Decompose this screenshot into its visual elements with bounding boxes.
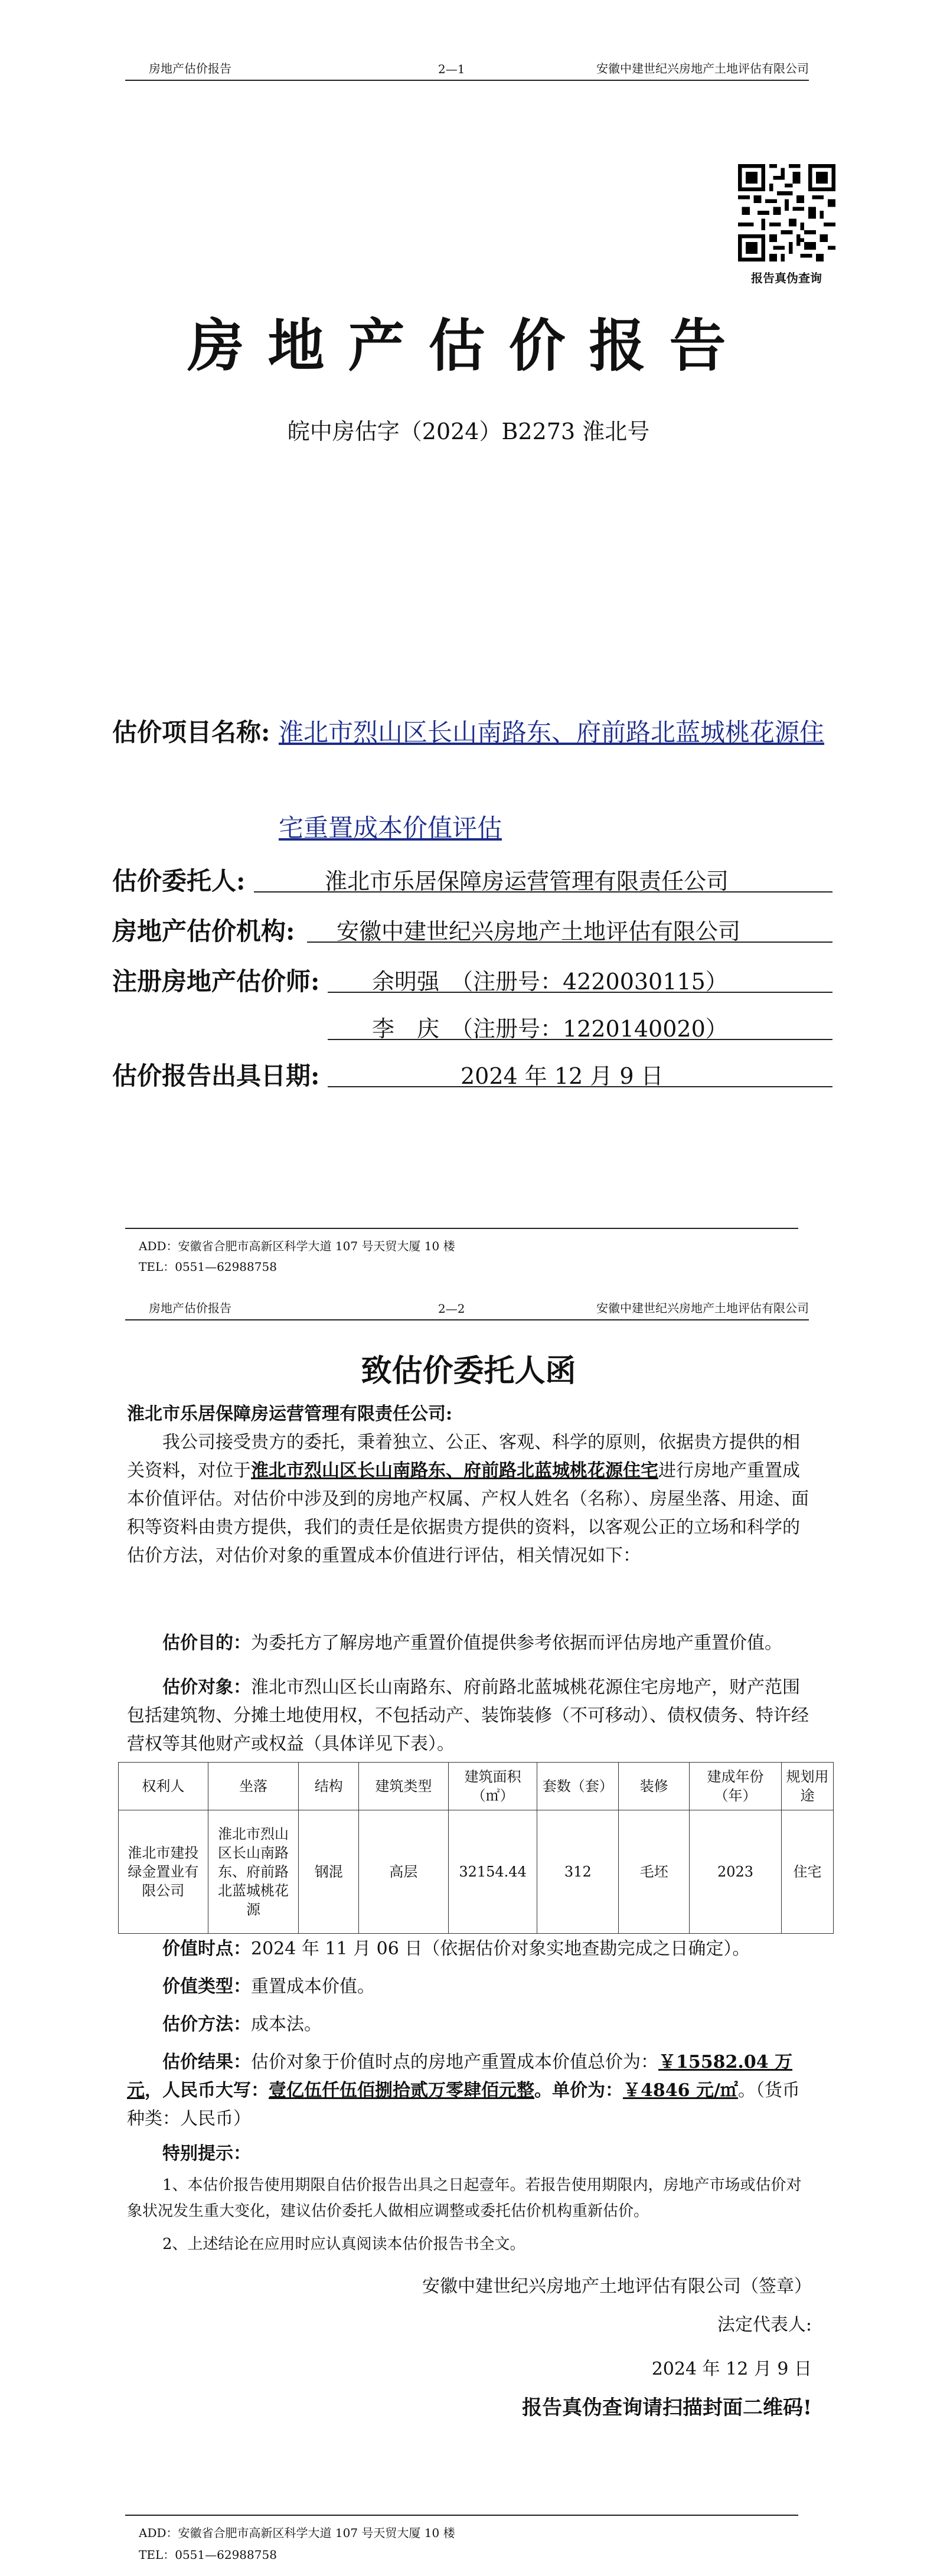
result-d: 。（货币种类：人民币） — [127, 2080, 800, 2129]
intro-address: 淮北市烈山区长山南路东、府前路北蓝城桃花源住宅 — [251, 1460, 658, 1481]
footer-address: ADD：安徽省合肥市高新区科学大道 107 号天贸大厦 10 楼 — [139, 2526, 455, 2540]
appraiser-1: 余明强 （注册号：4220030115） — [372, 969, 728, 995]
purpose-label: 估价目的： — [162, 1633, 251, 1653]
client-name: 淮北市乐居保障房运营管理有限责任公司 — [325, 868, 729, 894]
year-cell: 2023 — [690, 1810, 782, 1934]
qr-code[interactable] — [738, 164, 835, 261]
purpose-text: 为委托方了解房地产重置价值提供参考依据而评估房地产重置价值。 — [251, 1633, 782, 1653]
special-title: 特别提示： — [162, 2143, 251, 2164]
table-row — [119, 1810, 834, 1934]
footer-divider — [125, 1228, 798, 1229]
property-table — [118, 1762, 834, 1934]
letter-date: 2024 年 12 月 9 日 — [651, 2359, 812, 2379]
project-name-line2: 宅重置成本价值评估 — [279, 813, 502, 842]
object-para — [127, 1673, 812, 1758]
header-page-number: 2—2 — [438, 1302, 465, 1316]
method-para — [127, 2011, 812, 2039]
agency-label: 房地产估价机构: — [112, 917, 295, 946]
valuetype-label: 价值类型： — [162, 1976, 251, 1997]
result-total: ￥15582.04 万元 — [127, 2052, 793, 2101]
valuedate-para — [127, 1935, 812, 1963]
page-header — [125, 56, 809, 81]
project-name-line1: 淮北市烈山区长山南路东、府前路北蓝城桃花源住 — [279, 718, 825, 747]
header-cell: 建筑面积（㎡） — [448, 1763, 537, 1810]
date-label: 估价报告出具日期: — [112, 1061, 320, 1090]
result-b: ，人民币大写： — [145, 2080, 269, 2101]
appraiser-2: 李 庆 （注册号：1220140020） — [372, 1016, 728, 1042]
letter-recipient: 淮北市乐居保障房运营管理有限责任公司: — [127, 1404, 453, 1424]
result-unit-price: ￥4846 元/㎡ — [623, 2080, 738, 2101]
letter-intro — [127, 1428, 812, 1570]
result-words: 壹亿伍仟伍佰捌拾贰万零肆佰元整 — [269, 2080, 534, 2101]
units-cell: 312 — [537, 1810, 619, 1934]
qr-caption: 报告真伪查询 — [751, 271, 822, 285]
header-page-number: 2—1 — [438, 62, 465, 76]
header-cell: 坐落 — [208, 1763, 299, 1810]
note-2: 2、上述结论在应用时应认真阅读本估价报告书全文。 — [162, 2235, 525, 2253]
purpose-para — [127, 1629, 812, 1658]
signing-company: 安徽中建世纪兴房地产土地评估有限公司（签章） — [422, 2276, 812, 2297]
result-para — [127, 2048, 812, 2133]
use-cell: 住宅 — [781, 1810, 833, 1934]
valuedate-text: 2024 年 11 月 06 日（依据估价对象实地查勘完成之日确定）。 — [251, 1938, 750, 1959]
agency-name: 安徽中建世纪兴房地产土地评估有限公司 — [337, 918, 741, 944]
owner-cell: 淮北市建投绿金置业有限公司 — [119, 1810, 208, 1934]
header-left: 房地产估价报告 — [149, 1301, 231, 1315]
report-date: 2024 年 12 月 9 日 — [461, 1063, 664, 1089]
legal-representative: 法定代表人: — [717, 2315, 812, 2335]
appraiser-label: 注册房地产估价师: — [112, 967, 320, 996]
result-c: 。单价为： — [534, 2080, 623, 2101]
decoration-cell: 毛坯 — [619, 1810, 690, 1934]
header-cell: 结构 — [299, 1763, 359, 1810]
footer-address: ADD：安徽省合肥市高新区科学大道 107 号天贸大厦 10 楼 — [139, 1239, 455, 1253]
verify-note: 报告真伪查询请扫描封面二维码! — [522, 2396, 812, 2420]
header-cell: 建筑类型 — [359, 1763, 449, 1810]
object-text: 淮北市烈山区长山南路东、府前路北蓝城桃花源住宅房地产，财产范围包括建筑物、分摊土地使用权，不包括动产、装饰装修（不可移动）、债权债务、特许经营权等其他财产或权益（具体详见下表）。 — [127, 1677, 809, 1754]
note-1: 1、本估价报告使用期限自估价报告出具之日起壹年。若报告使用期限内，房地产市场或估价对象状况发生重大变化，建议估价委托人做相应调整或委托估价机构重新估价。 — [127, 2176, 802, 2220]
intro-a: 我公司接受贵方的委托，秉着独立、公正、客观、科学的原则，依据贵方提供的相关资料，对位于 — [127, 1432, 800, 1481]
header-cell: 建成年份（年） — [690, 1763, 782, 1810]
header-left: 房地产估价报告 — [149, 61, 231, 76]
header-cell: 规划用途 — [781, 1763, 833, 1810]
valuetype-para — [127, 1973, 812, 2001]
footer-tel: TEL：0551—62988758 — [139, 2548, 277, 2562]
result-label: 估价结果： — [162, 2052, 251, 2072]
project-label: 估价项目名称: — [112, 718, 270, 747]
area-cell: 32154.44 — [448, 1810, 537, 1934]
intro-b: 进行房地产重置成本价值评估。对估价中涉及到的房地产权属、产权人姓名（名称）、房屋坐落、用途、面积等资料由贵方提供，我们的责任是依据贵方提供的资料，以客观公正的立场和科学的估价方法，对估价对象的重置成本价值进行评估，相关情况如下： — [127, 1460, 809, 1566]
report-number: 皖中房估字（2024）B2273 淮北号 — [287, 419, 650, 444]
structure-cell: 钢混 — [299, 1810, 359, 1934]
client-label: 估价委托人: — [112, 867, 246, 895]
header-cell: 装修 — [619, 1763, 690, 1810]
letter-title: 致估价委托人函 — [361, 1353, 576, 1389]
page-header — [125, 1296, 809, 1320]
report-title: 房地产估价报告 — [187, 312, 750, 379]
location-cell: 淮北市烈山区长山南路东、府前路北蓝城桃花源 — [208, 1810, 299, 1934]
building-type-cell: 高层 — [359, 1810, 449, 1934]
footer-divider — [125, 2515, 798, 2516]
result-a: 估价对象于价值时点的房地产重置成本价值总价为： — [251, 2052, 658, 2072]
header-company: 安徽中建世纪兴房地产土地评估有限公司 — [596, 61, 809, 76]
method-label: 估价方法： — [162, 2014, 251, 2035]
header-cell: 权利人 — [119, 1763, 208, 1810]
header-company: 安徽中建世纪兴房地产土地评估有限公司 — [596, 1301, 809, 1315]
object-label: 估价对象： — [162, 1677, 251, 1698]
header-cell: 套数（套） — [537, 1763, 619, 1810]
valuedate-label: 价值时点： — [162, 1938, 251, 1959]
table-header-row — [119, 1763, 834, 1810]
footer-tel: TEL：0551—62988758 — [139, 1260, 277, 1274]
valuetype-text: 重置成本价值。 — [251, 1976, 375, 1997]
method-text: 成本法。 — [251, 2014, 322, 2035]
